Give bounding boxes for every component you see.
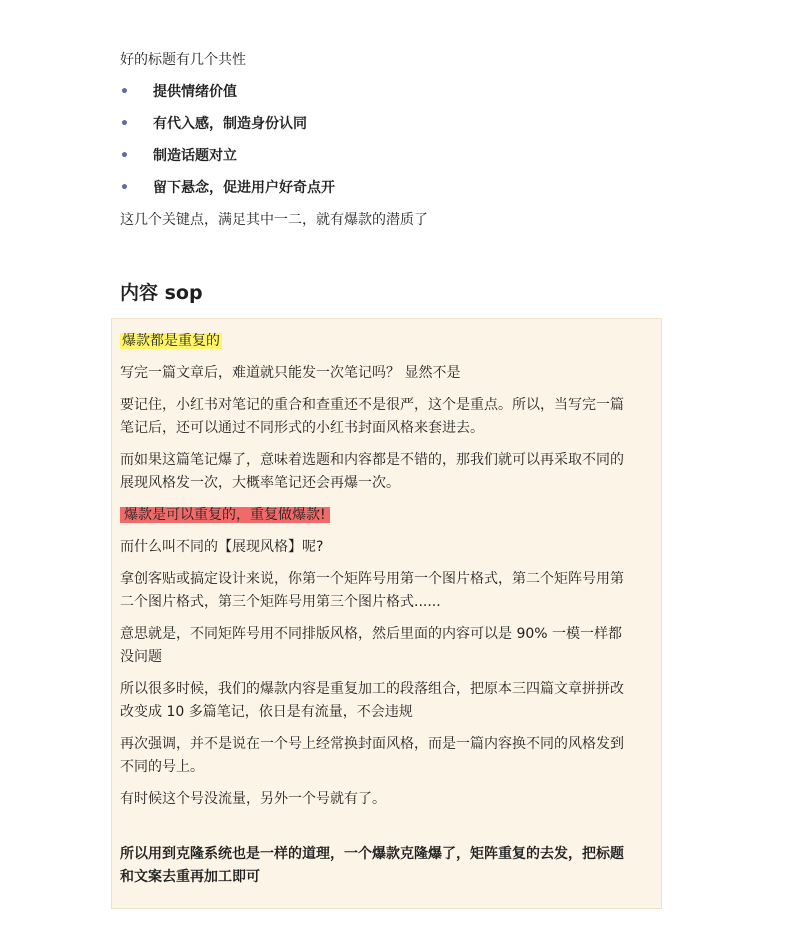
paragraph-line: 再次强调，并不是说在一个号上经常换封面风格，而是一篇内容换不同的风格发到 <box>120 736 624 752</box>
highlight-yellow: 爆款都是重复的 <box>122 333 220 349</box>
bullet-icon: • <box>120 180 129 196</box>
list-item <box>120 146 428 166</box>
paragraph-line: 没问题 <box>120 649 162 665</box>
bullet-list <box>120 82 428 198</box>
paragraph-line: 展现风格发一次，大概率笔记还会再爆一次。 <box>120 475 400 491</box>
paragraph-line: 不同的号上。 <box>120 759 204 775</box>
highlight-red: 爆款是可以重复的，重复做爆款! <box>120 507 330 523</box>
paragraph-line: 要记住，小红书对笔记的重合和查重还不是很严，这个是重点。所以，当写完一篇 <box>120 397 624 413</box>
paragraph <box>120 449 652 495</box>
list-item <box>120 82 428 102</box>
section-title: 内容 sop <box>120 282 203 304</box>
paragraph-line: 所以用到克隆系统也是一样的道理，一个爆款克隆爆了，矩阵重复的去发，把标题 <box>120 846 624 862</box>
list-item-text: 留下悬念，促进用户好奇点开 <box>153 180 335 196</box>
bullet-icon: • <box>120 84 129 100</box>
callout-block <box>111 318 662 909</box>
list-item-text: 制造话题对立 <box>153 148 237 164</box>
paragraph-line: 意思就是，不同矩阵号用不同排版风格，然后里面的内容可以是 90% 一模一样都 <box>120 626 623 642</box>
bullet-icon: • <box>120 116 129 132</box>
list-item-text: 提供情绪价值 <box>153 84 237 100</box>
paragraph-bold <box>120 843 652 889</box>
paragraph-line: 拿创客贴或搞定设计来说，你第一个矩阵号用第一个图片格式，第二个矩阵号用第 <box>120 571 624 587</box>
intro-summary: 这几个关键点，满足其中一二，就有爆款的潜质了 <box>120 212 428 228</box>
paragraph <box>120 733 652 779</box>
paragraph: 而什么叫不同的【展现风格】呢? <box>120 539 324 555</box>
paragraph <box>120 623 652 669</box>
paragraph-line: 改变成 10 多篇笔记，依日是有流量，不会违规 <box>120 704 413 720</box>
paragraph-line: 而如果这篇笔记爆了，意味着选题和内容都是不错的，那我们就可以再采取不同的 <box>120 452 624 468</box>
paragraph: 有时候这个号没流量，另外一个号就有了。 <box>120 791 386 807</box>
paragraph <box>120 394 652 440</box>
list-item-text: 有代入感，制造身份认同 <box>153 116 307 132</box>
paragraph-line: 笔记后，还可以通过不同形式的小红书封面风格来套进去。 <box>120 420 484 436</box>
bullet-icon: • <box>120 148 129 164</box>
paragraph <box>120 568 652 614</box>
callout-body <box>120 330 652 889</box>
intro-heading: 好的标题有几个共性 <box>120 52 246 68</box>
paragraph-line: 和文案去重再加工即可 <box>120 869 260 885</box>
intro-section <box>120 50 428 230</box>
paragraph-line: 所以很多时候，我们的爆款内容是重复加工的段落组合，把原本三四篇文章拼拼改 <box>120 681 624 697</box>
paragraph <box>120 678 652 724</box>
paragraph-line: 二个图片格式，第三个矩阵号用第三个图片格式...... <box>120 594 441 610</box>
list-item <box>120 178 428 198</box>
paragraph: 写完一篇文章后，难道就只能发一次笔记吗？ 显然不是 <box>120 365 461 381</box>
list-item <box>120 114 428 134</box>
